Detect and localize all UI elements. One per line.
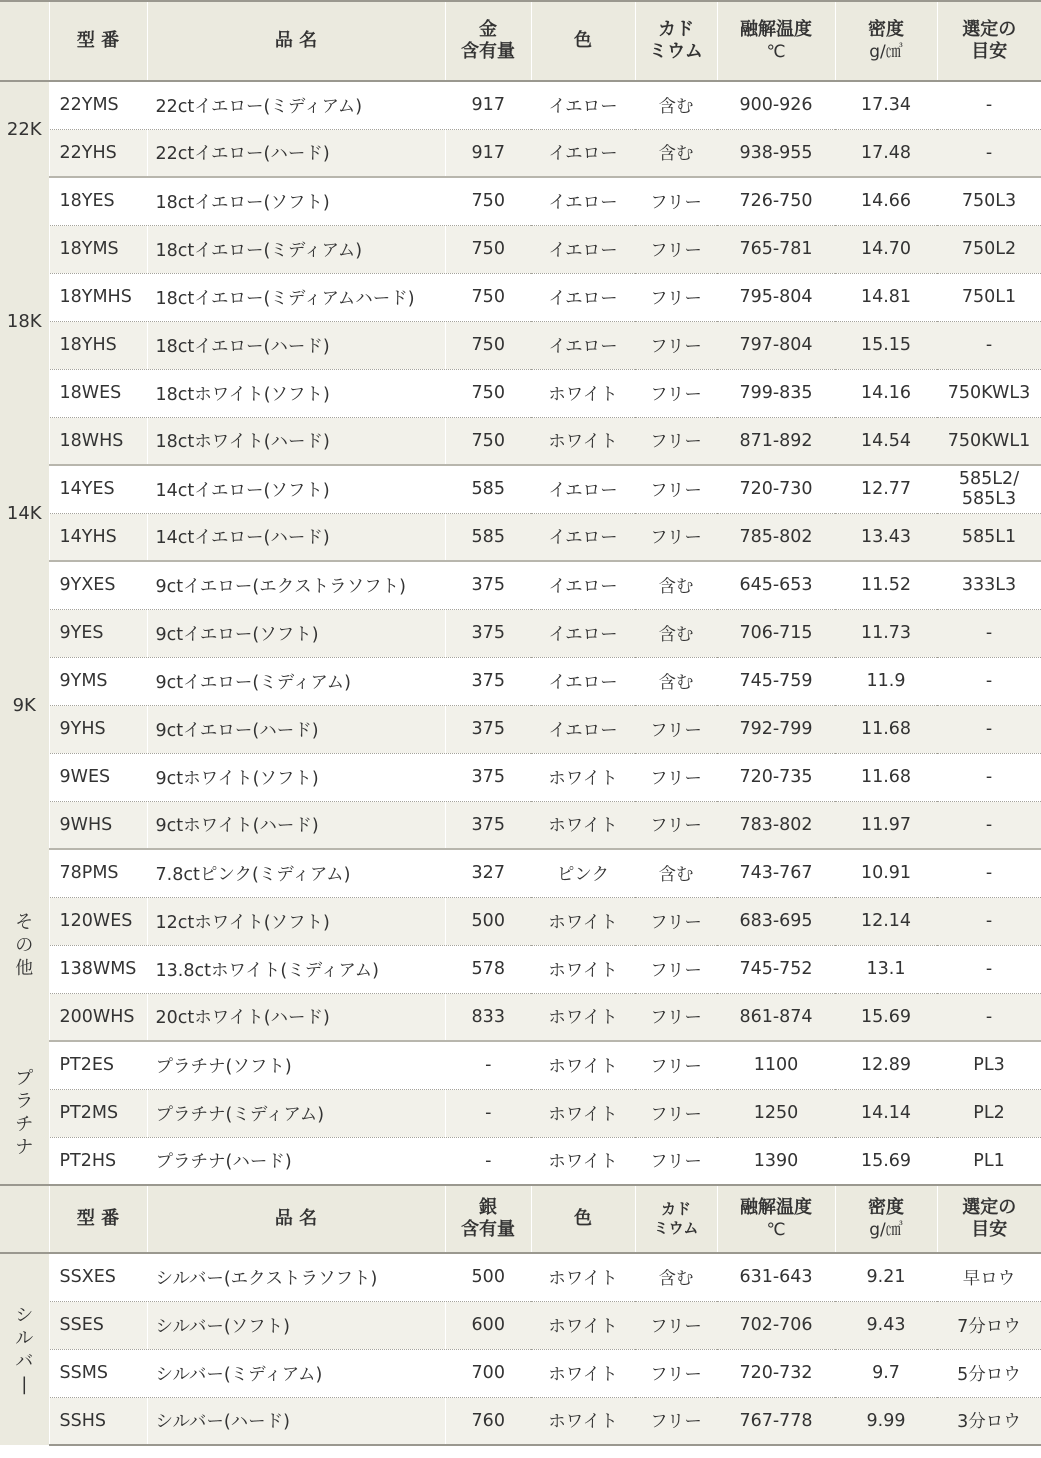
product-code-cell: 9WHS (49, 801, 147, 849)
density-cell: 14.14 (835, 1089, 937, 1137)
color-cell: イエロー (531, 321, 635, 369)
table-row (0, 1349, 1041, 1397)
group-label: 9K (0, 561, 49, 849)
melting-temp-cell: 1390 (717, 1137, 835, 1185)
density-cell: 15.69 (835, 993, 937, 1041)
cadmium-cell: フリー (635, 1397, 717, 1445)
melting-temp-cell: 683-695 (717, 897, 835, 945)
product-code-cell: 18YES (49, 177, 147, 225)
melting-temp-cell: 706-715 (717, 609, 835, 657)
guide-cell: 750L3 (937, 177, 1041, 225)
content-cell: 585 (445, 513, 531, 561)
header-gold-content: 金 含有量 (445, 1, 531, 81)
header-melting: 融解温度 ℃ (717, 1185, 835, 1253)
content-cell: 750 (445, 177, 531, 225)
content-cell: - (445, 1089, 531, 1137)
color-cell: イエロー (531, 561, 635, 609)
cadmium-cell: 含む (635, 1253, 717, 1301)
header-code: 型 番 (49, 1185, 147, 1253)
table-row (0, 129, 1041, 177)
table-row (0, 513, 1041, 561)
content-cell: 500 (445, 897, 531, 945)
header-cadmium: カド ミウム (635, 1, 717, 81)
silver-header-row (0, 1185, 1041, 1253)
product-name-cell: 20ctホワイト(ハード) (147, 993, 445, 1041)
density-cell: 9.21 (835, 1253, 937, 1301)
product-code-cell: SSHS (49, 1397, 147, 1445)
melting-temp-cell: 783-802 (717, 801, 835, 849)
melting-temp-cell: 702-706 (717, 1301, 835, 1349)
product-name-cell: 9ctイエロー(ミディアム) (147, 657, 445, 705)
cadmium-cell: フリー (635, 369, 717, 417)
table-row (0, 753, 1041, 801)
cadmium-cell: フリー (635, 801, 717, 849)
table-row (0, 273, 1041, 321)
cadmium-cell: フリー (635, 417, 717, 465)
table-row (0, 609, 1041, 657)
cadmium-cell: フリー (635, 945, 717, 993)
guide-cell: - (937, 129, 1041, 177)
product-name-cell: シルバー(エクストラソフト) (147, 1253, 445, 1301)
product-name-cell: 18ctイエロー(ハード) (147, 321, 445, 369)
density-cell: 15.69 (835, 1137, 937, 1185)
header-silver-content: 銀 含有量 (445, 1185, 531, 1253)
table-row (0, 945, 1041, 993)
content-cell: 750 (445, 417, 531, 465)
gold-table-body (0, 81, 1041, 1185)
color-cell: ホワイト (531, 945, 635, 993)
density-cell: 11.52 (835, 561, 937, 609)
guide-cell: - (937, 753, 1041, 801)
cadmium-cell: 含む (635, 561, 717, 609)
header-group-cell (0, 1, 49, 81)
guide-cell: - (937, 705, 1041, 753)
product-code-cell: 18YMS (49, 225, 147, 273)
product-code-cell: 78PMS (49, 849, 147, 897)
density-cell: 14.70 (835, 225, 937, 273)
melting-temp-cell: 720-735 (717, 753, 835, 801)
density-cell: 11.68 (835, 705, 937, 753)
cadmium-cell: フリー (635, 705, 717, 753)
density-cell: 17.48 (835, 129, 937, 177)
guide-cell: - (937, 801, 1041, 849)
melting-temp-cell: 745-752 (717, 945, 835, 993)
product-code-cell: 9YES (49, 609, 147, 657)
density-cell: 9.99 (835, 1397, 937, 1445)
product-name-cell: 9ctイエロー(エクストラソフト) (147, 561, 445, 609)
table-row (0, 1301, 1041, 1349)
melting-temp-cell: 745-759 (717, 657, 835, 705)
product-name-cell: 9ctイエロー(ソフト) (147, 609, 445, 657)
color-cell: ホワイト (531, 1041, 635, 1089)
header-code: 型 番 (49, 1, 147, 81)
header-density: 密度 g/㎤ (835, 1, 937, 81)
content-cell: 375 (445, 753, 531, 801)
density-cell: 9.43 (835, 1301, 937, 1349)
color-cell: イエロー (531, 609, 635, 657)
guide-cell: - (937, 897, 1041, 945)
color-cell: イエロー (531, 705, 635, 753)
guide-cell: PL2 (937, 1089, 1041, 1137)
density-cell: 10.91 (835, 849, 937, 897)
product-code-cell: 14YES (49, 465, 147, 513)
product-code-cell: 9YHS (49, 705, 147, 753)
header-name: 品 名 (147, 1185, 445, 1253)
product-code-cell: 9YMS (49, 657, 147, 705)
guide-cell: 750KWL1 (937, 417, 1041, 465)
product-name-cell: 18ctホワイト(ハード) (147, 417, 445, 465)
group-label: そ の 他 (0, 849, 49, 1041)
guide-cell: 3分ロウ (937, 1397, 1041, 1445)
content-cell: 375 (445, 609, 531, 657)
content-cell: 500 (445, 1253, 531, 1301)
density-cell: 14.81 (835, 273, 937, 321)
content-cell: 327 (445, 849, 531, 897)
melting-temp-cell: 900-926 (717, 81, 835, 129)
density-cell: 13.1 (835, 945, 937, 993)
table-row (0, 177, 1041, 225)
density-cell: 11.73 (835, 609, 937, 657)
cadmium-cell: フリー (635, 753, 717, 801)
cadmium-cell: フリー (635, 1301, 717, 1349)
product-name-cell: 14ctイエロー(ソフト) (147, 465, 445, 513)
guide-cell: PL3 (937, 1041, 1041, 1089)
color-cell: イエロー (531, 129, 635, 177)
guide-cell: 早ロウ (937, 1253, 1041, 1301)
product-code-cell: 14YHS (49, 513, 147, 561)
content-cell: 700 (445, 1349, 531, 1397)
product-name-cell: プラチナ(ハード) (147, 1137, 445, 1185)
cadmium-cell: フリー (635, 513, 717, 561)
product-name-cell: 18ctイエロー(ソフト) (147, 177, 445, 225)
guide-cell: - (937, 657, 1041, 705)
density-cell: 13.43 (835, 513, 937, 561)
cadmium-cell: フリー (635, 1089, 717, 1137)
guide-cell: 750L1 (937, 273, 1041, 321)
density-cell: 14.54 (835, 417, 937, 465)
color-cell: ホワイト (531, 801, 635, 849)
density-cell: 11.68 (835, 753, 937, 801)
product-name-cell: 22ctイエロー(ハード) (147, 129, 445, 177)
guide-cell: - (937, 849, 1041, 897)
product-name-cell: 13.8ctホワイト(ミディアム) (147, 945, 445, 993)
melting-temp-cell: 645-653 (717, 561, 835, 609)
cadmium-cell: フリー (635, 1137, 717, 1185)
header-melting: 融解温度 ℃ (717, 1, 835, 81)
header-guide: 選定の 目安 (937, 1, 1041, 81)
cadmium-cell: フリー (635, 1349, 717, 1397)
density-cell: 14.66 (835, 177, 937, 225)
product-name-cell: 18ctイエロー(ミディアム) (147, 225, 445, 273)
density-cell: 12.89 (835, 1041, 937, 1089)
density-cell: 12.14 (835, 897, 937, 945)
gold-header-row (0, 1, 1041, 81)
cadmium-cell: 含む (635, 81, 717, 129)
cadmium-cell: フリー (635, 465, 717, 513)
table-row (0, 81, 1041, 129)
melting-temp-cell: 765-781 (717, 225, 835, 273)
group-label: プ ラ チ ナ (0, 1041, 49, 1185)
product-name-cell: 14ctイエロー(ハード) (147, 513, 445, 561)
header-name: 品 名 (147, 1, 445, 81)
melting-temp-cell: 871-892 (717, 417, 835, 465)
density-cell: 15.15 (835, 321, 937, 369)
color-cell: ホワイト (531, 1137, 635, 1185)
color-cell: ホワイト (531, 897, 635, 945)
content-cell: - (445, 1041, 531, 1089)
content-cell: 760 (445, 1397, 531, 1445)
product-name-cell: プラチナ(ソフト) (147, 1041, 445, 1089)
density-cell: 17.34 (835, 81, 937, 129)
content-cell: 375 (445, 657, 531, 705)
density-cell: 9.7 (835, 1349, 937, 1397)
color-cell: ホワイト (531, 753, 635, 801)
product-code-cell: 18WHS (49, 417, 147, 465)
density-cell: 14.16 (835, 369, 937, 417)
melting-temp-cell: 767-778 (717, 1397, 835, 1445)
product-code-cell: 138WMS (49, 945, 147, 993)
product-name-cell: 9ctホワイト(ソフト) (147, 753, 445, 801)
header-cadmium: カド ミウム (635, 1185, 717, 1253)
product-name-cell: シルバー(ソフト) (147, 1301, 445, 1349)
group-label: 18K (0, 177, 49, 465)
guide-cell: - (937, 81, 1041, 129)
table-row (0, 465, 1041, 513)
guide-cell: 585L2/ 585L3 (937, 465, 1041, 513)
color-cell: ホワイト (531, 369, 635, 417)
color-cell: ピンク (531, 849, 635, 897)
product-name-cell: 22ctイエロー(ミディアム) (147, 81, 445, 129)
color-cell: イエロー (531, 81, 635, 129)
melting-temp-cell: 785-802 (717, 513, 835, 561)
content-cell: 750 (445, 369, 531, 417)
product-name-cell: 7.8ctピンク(ミディアム) (147, 849, 445, 897)
product-code-cell: 9WES (49, 753, 147, 801)
cadmium-cell: フリー (635, 225, 717, 273)
color-cell: ホワイト (531, 1253, 635, 1301)
content-cell: 750 (445, 273, 531, 321)
color-cell: イエロー (531, 273, 635, 321)
melting-temp-cell: 799-835 (717, 369, 835, 417)
guide-cell: - (937, 993, 1041, 1041)
table-row (0, 561, 1041, 609)
melting-temp-cell: 1100 (717, 1041, 835, 1089)
product-code-cell: 200WHS (49, 993, 147, 1041)
guide-cell: - (937, 321, 1041, 369)
product-code-cell: PT2ES (49, 1041, 147, 1089)
content-cell: 750 (445, 225, 531, 273)
content-cell: 585 (445, 465, 531, 513)
header-density: 密度 g/㎤ (835, 1185, 937, 1253)
content-cell: 917 (445, 129, 531, 177)
table-row (0, 705, 1041, 753)
product-code-cell: 22YHS (49, 129, 147, 177)
cadmium-cell: フリー (635, 897, 717, 945)
product-name-cell: 9ctホワイト(ハード) (147, 801, 445, 849)
table-row (0, 1253, 1041, 1301)
color-cell: ホワイト (531, 993, 635, 1041)
product-code-cell: 22YMS (49, 81, 147, 129)
guide-cell: PL1 (937, 1137, 1041, 1185)
product-code-cell: 18WES (49, 369, 147, 417)
color-cell: ホワイト (531, 1349, 635, 1397)
table-row (0, 897, 1041, 945)
content-cell: 917 (445, 81, 531, 129)
product-code-cell: 18YMHS (49, 273, 147, 321)
table-row (0, 849, 1041, 897)
color-cell: イエロー (531, 657, 635, 705)
header-guide: 選定の 目安 (937, 1185, 1041, 1253)
content-cell: 375 (445, 801, 531, 849)
cadmium-cell: 含む (635, 609, 717, 657)
table-row (0, 369, 1041, 417)
content-cell: 750 (445, 321, 531, 369)
color-cell: イエロー (531, 177, 635, 225)
silver-table-body (0, 1253, 1041, 1445)
melting-temp-cell: 720-732 (717, 1349, 835, 1397)
product-code-cell: 18YHS (49, 321, 147, 369)
table-row (0, 801, 1041, 849)
product-code-cell: PT2HS (49, 1137, 147, 1185)
content-cell: 578 (445, 945, 531, 993)
guide-cell: 7分ロウ (937, 1301, 1041, 1349)
cadmium-cell: フリー (635, 177, 717, 225)
cadmium-cell: フリー (635, 1041, 717, 1089)
product-code-cell: SSXES (49, 1253, 147, 1301)
color-cell: ホワイト (531, 1089, 635, 1137)
guide-cell: 5分ロウ (937, 1349, 1041, 1397)
product-name-cell: プラチナ(ミディアム) (147, 1089, 445, 1137)
guide-cell: 333L3 (937, 561, 1041, 609)
header-color: 色 (531, 1185, 635, 1253)
table-row (0, 657, 1041, 705)
color-cell: ホワイト (531, 417, 635, 465)
melting-temp-cell: 743-767 (717, 849, 835, 897)
table-row (0, 225, 1041, 273)
product-name-cell: 18ctイエロー(ミディアムハード) (147, 273, 445, 321)
color-cell: イエロー (531, 513, 635, 561)
cadmium-cell: 含む (635, 657, 717, 705)
table-row (0, 993, 1041, 1041)
cadmium-cell: フリー (635, 321, 717, 369)
guide-cell: 750L2 (937, 225, 1041, 273)
color-cell: ホワイト (531, 1397, 635, 1445)
group-label: 22K (0, 81, 49, 177)
content-cell: 600 (445, 1301, 531, 1349)
content-cell: 375 (445, 561, 531, 609)
density-cell: 11.9 (835, 657, 937, 705)
melting-temp-cell: 720-730 (717, 465, 835, 513)
table-row (0, 1137, 1041, 1185)
density-cell: 12.77 (835, 465, 937, 513)
table-row (0, 321, 1041, 369)
product-code-cell: SSES (49, 1301, 147, 1349)
color-cell: イエロー (531, 465, 635, 513)
density-cell: 11.97 (835, 801, 937, 849)
cadmium-cell: フリー (635, 273, 717, 321)
product-code-cell: PT2MS (49, 1089, 147, 1137)
header-group-cell (0, 1185, 49, 1253)
group-label: 14K (0, 465, 49, 561)
table-row (0, 1089, 1041, 1137)
content-cell: 375 (445, 705, 531, 753)
product-name-cell: 18ctホワイト(ソフト) (147, 369, 445, 417)
cadmium-cell: フリー (635, 993, 717, 1041)
guide-cell: 585L1 (937, 513, 1041, 561)
melting-temp-cell: 631-643 (717, 1253, 835, 1301)
melting-temp-cell: 726-750 (717, 177, 835, 225)
melting-temp-cell: 795-804 (717, 273, 835, 321)
product-code-cell: 120WES (49, 897, 147, 945)
cadmium-cell: 含む (635, 129, 717, 177)
melting-temp-cell: 861-874 (717, 993, 835, 1041)
product-code-cell: SSMS (49, 1349, 147, 1397)
product-name-cell: 9ctイエロー(ハード) (147, 705, 445, 753)
guide-cell: 750KWL3 (937, 369, 1041, 417)
header-color: 色 (531, 1, 635, 81)
content-cell: - (445, 1137, 531, 1185)
table-row (0, 417, 1041, 465)
product-name-cell: シルバー(ミディアム) (147, 1349, 445, 1397)
cadmium-cell: 含む (635, 849, 717, 897)
melting-temp-cell: 792-799 (717, 705, 835, 753)
guide-cell: - (937, 945, 1041, 993)
group-label: シ ル バ | (0, 1253, 49, 1445)
product-name-cell: シルバー(ハード) (147, 1397, 445, 1445)
table-row (0, 1397, 1041, 1445)
color-cell: イエロー (531, 225, 635, 273)
guide-cell: - (937, 609, 1041, 657)
color-cell: ホワイト (531, 1301, 635, 1349)
melting-temp-cell: 1250 (717, 1089, 835, 1137)
melting-temp-cell: 938-955 (717, 129, 835, 177)
content-cell: 833 (445, 993, 531, 1041)
table-row (0, 1041, 1041, 1089)
melting-temp-cell: 797-804 (717, 321, 835, 369)
product-name-cell: 12ctホワイト(ソフト) (147, 897, 445, 945)
product-code-cell: 9YXES (49, 561, 147, 609)
